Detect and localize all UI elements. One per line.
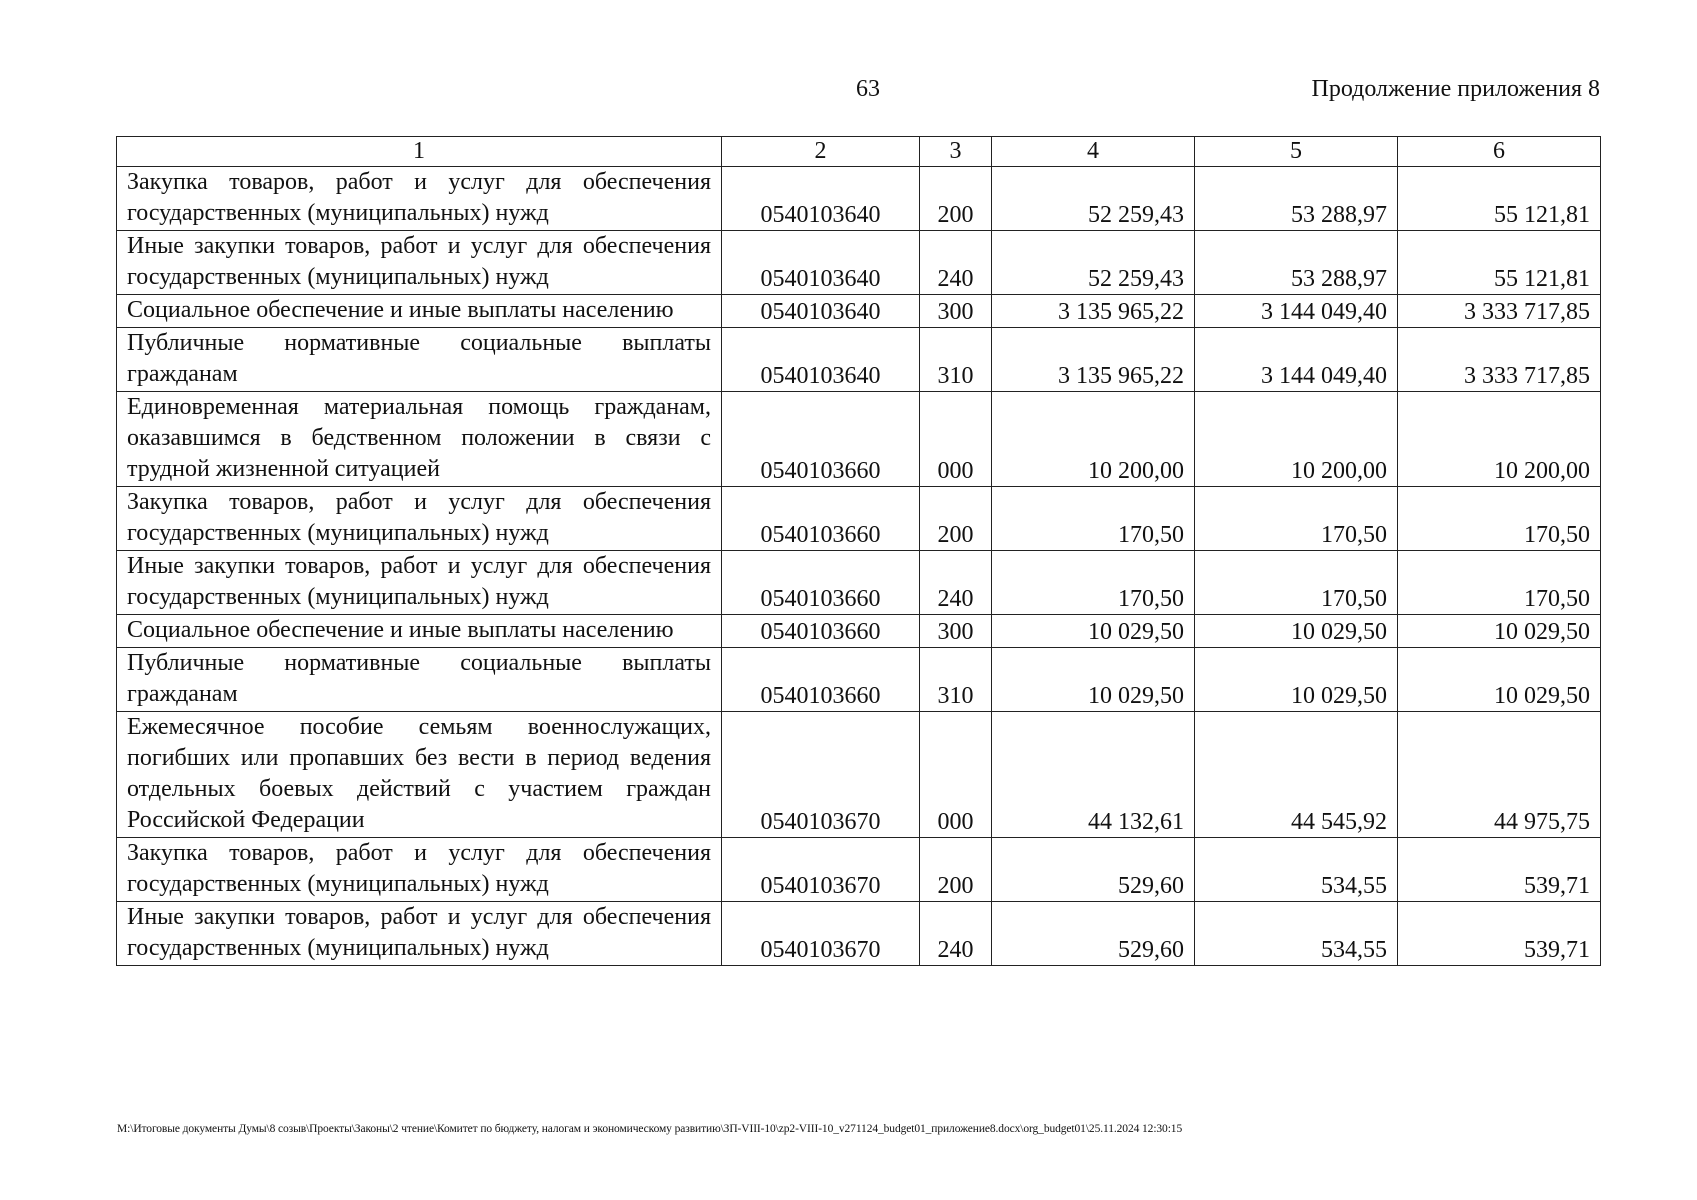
amount-col5: 53 288,97: [1195, 231, 1398, 295]
amount-col6: 3 333 717,85: [1398, 328, 1601, 392]
target-article-code: 0540103640: [722, 231, 920, 295]
table-body: [117, 167, 1601, 966]
expense-name: Публичные нормативные социальные выплаты гражданам: [117, 328, 722, 392]
expense-type-code: 200: [920, 838, 992, 902]
expense-name: Закупка товаров, работ и услуг для обеспечения государственных (муниципальных) нужд: [117, 838, 722, 902]
expense-type-code: 200: [920, 167, 992, 231]
amount-col6: 3 333 717,85: [1398, 295, 1601, 328]
document-file-path: M:\Итоговые документы Думы\8 созыв\Проекты\Законы\2 чтение\Комитет по бюджету, налогам и экономическому развитию\ЗП-VIII-10\zp2-VIII-10_v271124_budget01_приложение8.docx\org_budget01\25.11.2024 12:30:15: [117, 1123, 1183, 1135]
target-article-code: 0540103660: [722, 551, 920, 615]
target-article-code: 0540103670: [722, 838, 920, 902]
target-article-code: 0540103640: [722, 328, 920, 392]
amount-col6: 44 975,75: [1398, 712, 1601, 838]
amount-col6: 10 029,50: [1398, 615, 1601, 648]
column-header: 6: [1398, 137, 1601, 167]
expense-name: Социальное обеспечение и иные выплаты населению: [117, 615, 722, 648]
target-article-code: 0540103670: [722, 902, 920, 966]
amount-col5: 44 545,92: [1195, 712, 1398, 838]
column-header: 5: [1195, 137, 1398, 167]
amount-col4: 52 259,43: [992, 167, 1195, 231]
column-header: 1: [117, 137, 722, 167]
amount-col4: 529,60: [992, 902, 1195, 966]
expense-type-code: 000: [920, 392, 992, 487]
expense-name: Ежемесячное пособие семьям военнослужащих, погибших или пропавших без вести в период ведения отдельных боевых действий с участием граждан Российской Федерации: [117, 712, 722, 838]
column-number-row: [117, 137, 1601, 167]
amount-col5: 170,50: [1195, 487, 1398, 551]
amount-col4: 10 029,50: [992, 615, 1195, 648]
budget-table: [116, 136, 1601, 966]
column-header: 3: [920, 137, 992, 167]
table-row: [117, 487, 1601, 551]
column-header: 4: [992, 137, 1195, 167]
table-row: [117, 295, 1601, 328]
table-row: [117, 167, 1601, 231]
expense-type-code: 240: [920, 551, 992, 615]
amount-col4: 3 135 965,22: [992, 295, 1195, 328]
amount-col4: 10 200,00: [992, 392, 1195, 487]
target-article-code: 0540103660: [722, 487, 920, 551]
amount-col5: 10 029,50: [1195, 615, 1398, 648]
table-row: [117, 392, 1601, 487]
expense-name: Закупка товаров, работ и услуг для обеспечения государственных (муниципальных) нужд: [117, 167, 722, 231]
amount-col6: 10 200,00: [1398, 392, 1601, 487]
amount-col5: 53 288,97: [1195, 167, 1398, 231]
expense-type-code: 300: [920, 295, 992, 328]
expense-type-code: 240: [920, 902, 992, 966]
expense-name: Иные закупки товаров, работ и услуг для обеспечения государственных (муниципальных) нужд: [117, 231, 722, 295]
table-row: [117, 838, 1601, 902]
page-caption: Продолжение приложения 8: [1311, 76, 1600, 102]
expense-name: Социальное обеспечение и иные выплаты населению: [117, 295, 722, 328]
table-header: [117, 137, 1601, 167]
amount-col5: 10 029,50: [1195, 648, 1398, 712]
amount-col6: 170,50: [1398, 551, 1601, 615]
expense-type-code: 000: [920, 712, 992, 838]
amount-col6: 55 121,81: [1398, 167, 1601, 231]
amount-col6: 55 121,81: [1398, 231, 1601, 295]
target-article-code: 0540103660: [722, 648, 920, 712]
amount-col4: 44 132,61: [992, 712, 1195, 838]
expense-type-code: 200: [920, 487, 992, 551]
column-header: 2: [722, 137, 920, 167]
expense-name: Иные закупки товаров, работ и услуг для обеспечения государственных (муниципальных) нужд: [117, 902, 722, 966]
table-row: [117, 902, 1601, 966]
amount-col4: 170,50: [992, 551, 1195, 615]
amount-col6: 170,50: [1398, 487, 1601, 551]
amount-col4: 10 029,50: [992, 648, 1195, 712]
amount-col4: 529,60: [992, 838, 1195, 902]
amount-col5: 10 200,00: [1195, 392, 1398, 487]
table-row: [117, 231, 1601, 295]
amount-col5: 3 144 049,40: [1195, 295, 1398, 328]
amount-col4: 170,50: [992, 487, 1195, 551]
target-article-code: 0540103640: [722, 167, 920, 231]
table-row: [117, 648, 1601, 712]
amount-col6: 539,71: [1398, 838, 1601, 902]
amount-col5: 534,55: [1195, 902, 1398, 966]
expense-type-code: 310: [920, 328, 992, 392]
target-article-code: 0540103660: [722, 615, 920, 648]
target-article-code: 0540103640: [722, 295, 920, 328]
amount-col5: 534,55: [1195, 838, 1398, 902]
target-article-code: 0540103670: [722, 712, 920, 838]
expense-name: Иные закупки товаров, работ и услуг для обеспечения государственных (муниципальных) нужд: [117, 551, 722, 615]
expense-type-code: 310: [920, 648, 992, 712]
amount-col6: 539,71: [1398, 902, 1601, 966]
expense-type-code: 240: [920, 231, 992, 295]
expense-name: Закупка товаров, работ и услуг для обеспечения государственных (муниципальных) нужд: [117, 487, 722, 551]
amount-col4: 3 135 965,22: [992, 328, 1195, 392]
expense-name: Единовременная материальная помощь гражданам, оказавшимся в бедственном положении в связи с трудной жизненной ситуацией: [117, 392, 722, 487]
table-row: [117, 712, 1601, 838]
table-row: [117, 551, 1601, 615]
page-number: 63: [856, 76, 880, 102]
amount-col5: 3 144 049,40: [1195, 328, 1398, 392]
table-row: [117, 615, 1601, 648]
amount-col4: 52 259,43: [992, 231, 1195, 295]
expense-type-code: 300: [920, 615, 992, 648]
amount-col5: 170,50: [1195, 551, 1398, 615]
target-article-code: 0540103660: [722, 392, 920, 487]
expense-name: Публичные нормативные социальные выплаты гражданам: [117, 648, 722, 712]
table-row: [117, 328, 1601, 392]
amount-col6: 10 029,50: [1398, 648, 1601, 712]
